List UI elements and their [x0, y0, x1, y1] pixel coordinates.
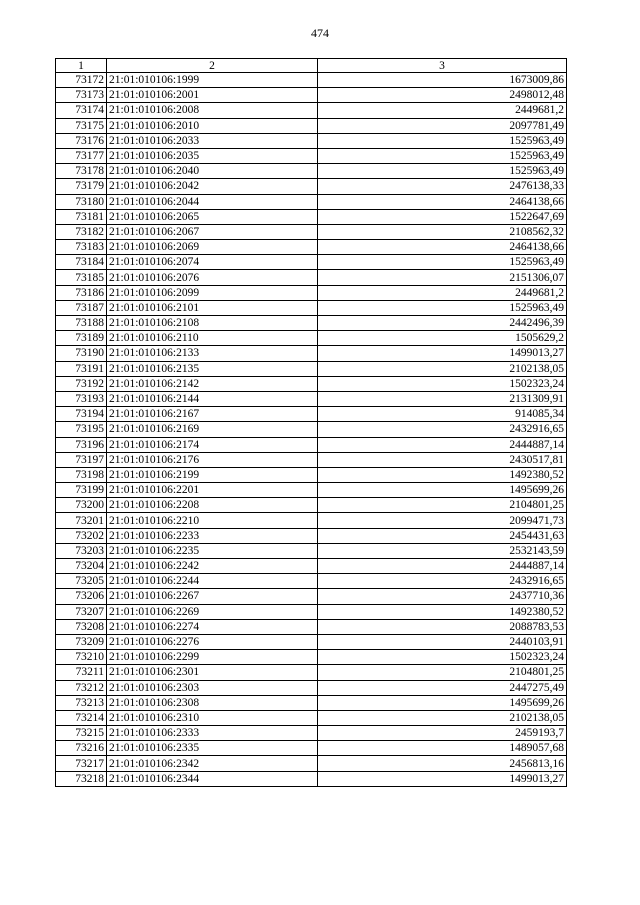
- row-number-cell: 73187: [56, 300, 107, 315]
- cadastral-number-cell: 21:01:010106:2042: [107, 179, 318, 194]
- page-number: 474: [311, 26, 329, 40]
- cadastral-value-cell: 2430517,81: [318, 452, 567, 467]
- cadastral-value-cell: 2444887,14: [318, 559, 567, 574]
- cadastral-value-cell: 2498012,48: [318, 88, 567, 103]
- cadastral-value-cell: 2447275,49: [318, 680, 567, 695]
- row-number-cell: 73193: [56, 391, 107, 406]
- table-row: [56, 650, 567, 665]
- row-number-cell: 73172: [56, 73, 107, 88]
- cadastral-value-cell: 2440103,91: [318, 634, 567, 649]
- cadastral-value-cell: 914085,34: [318, 407, 567, 422]
- table-row: [56, 376, 567, 391]
- cadastral-number-cell: 21:01:010106:2176: [107, 452, 318, 467]
- row-number-cell: 73213: [56, 695, 107, 710]
- row-number-cell: 73180: [56, 194, 107, 209]
- table-row: [56, 543, 567, 558]
- cadastral-number-cell: 21:01:010106:2242: [107, 559, 318, 574]
- row-number-cell: 73178: [56, 164, 107, 179]
- cadastral-value-cell: 1673009,86: [318, 73, 567, 88]
- table-row: [56, 209, 567, 224]
- cadastral-number-cell: 21:01:010106:2144: [107, 391, 318, 406]
- cadastral-value-cell: 1525963,49: [318, 300, 567, 315]
- row-number-cell: 73217: [56, 756, 107, 771]
- row-number-cell: 73194: [56, 407, 107, 422]
- cadastral-number-cell: 21:01:010106:2342: [107, 756, 318, 771]
- row-number-cell: 73209: [56, 634, 107, 649]
- table-row: [56, 589, 567, 604]
- cadastral-value-cell: 1489057,68: [318, 741, 567, 756]
- cadastral-number-cell: 21:01:010106:2233: [107, 528, 318, 543]
- table-row: [56, 771, 567, 786]
- cadastral-value-cell: 1525963,49: [318, 148, 567, 163]
- cadastral-value-cell: 2449681,2: [318, 103, 567, 118]
- cadastral-number-cell: 21:01:010106:2035: [107, 148, 318, 163]
- cadastral-value-cell: 2108562,32: [318, 224, 567, 239]
- table-row: [56, 88, 567, 103]
- cadastral-number-cell: 21:01:010106:2310: [107, 710, 318, 725]
- cadastral-number-cell: 21:01:010106:2101: [107, 300, 318, 315]
- row-number-cell: 73179: [56, 179, 107, 194]
- table-row: [56, 422, 567, 437]
- row-number-cell: 73175: [56, 118, 107, 133]
- cadastral-number-cell: 21:01:010106:2067: [107, 224, 318, 239]
- row-number-cell: 73174: [56, 103, 107, 118]
- cadastral-number-cell: 21:01:010106:2299: [107, 650, 318, 665]
- cadastral-value-cell: 2442496,39: [318, 316, 567, 331]
- cadastral-number-cell: 21:01:010106:2044: [107, 194, 318, 209]
- cadastral-value-cell: 2097781,49: [318, 118, 567, 133]
- cadastral-value-cell: 1505629,2: [318, 331, 567, 346]
- cadastral-value-cell: 2104801,25: [318, 665, 567, 680]
- row-number-cell: 73200: [56, 498, 107, 513]
- table-row: [56, 741, 567, 756]
- cadastral-number-cell: 21:01:010106:2074: [107, 255, 318, 270]
- cadastral-value-cell: 2104801,25: [318, 498, 567, 513]
- table-row: [56, 103, 567, 118]
- table-row: [56, 224, 567, 239]
- table-row: [56, 619, 567, 634]
- table-row: [56, 255, 567, 270]
- cadastral-value-cell: 1499013,27: [318, 771, 567, 786]
- table-row: [56, 726, 567, 741]
- table-row: [56, 559, 567, 574]
- table-row: [56, 467, 567, 482]
- cadastral-number-cell: 21:01:010106:2065: [107, 209, 318, 224]
- row-number-cell: 73186: [56, 285, 107, 300]
- table-row: [56, 710, 567, 725]
- row-number-cell: 73196: [56, 437, 107, 452]
- table-row: [56, 452, 567, 467]
- row-number-cell: 73202: [56, 528, 107, 543]
- cadastral-value-cell: 2454431,63: [318, 528, 567, 543]
- cadastral-number-cell: 21:01:010106:2235: [107, 543, 318, 558]
- row-number-cell: 73206: [56, 589, 107, 604]
- row-number-cell: 73181: [56, 209, 107, 224]
- row-number-cell: 73199: [56, 483, 107, 498]
- cadastral-value-cell: 2532143,59: [318, 543, 567, 558]
- column-header-2: 2: [107, 59, 318, 73]
- table-row: [56, 316, 567, 331]
- column-header-3: 3: [318, 59, 567, 73]
- cadastral-number-cell: 21:01:010106:2199: [107, 467, 318, 482]
- table-row: [56, 437, 567, 452]
- table-row: [56, 391, 567, 406]
- row-number-cell: 73201: [56, 513, 107, 528]
- table-row: [56, 73, 567, 88]
- table-row: [56, 361, 567, 376]
- row-number-cell: 73214: [56, 710, 107, 725]
- cadastral-number-cell: 21:01:010106:2069: [107, 240, 318, 255]
- cadastral-value-cell: 2464138,66: [318, 240, 567, 255]
- cadastral-value-cell: 1502323,24: [318, 376, 567, 391]
- cadastral-number-cell: 21:01:010106:2169: [107, 422, 318, 437]
- cadastral-number-cell: 21:01:010106:2208: [107, 498, 318, 513]
- row-number-cell: 73198: [56, 467, 107, 482]
- table-row: [56, 528, 567, 543]
- cadastral-number-cell: 21:01:010106:2244: [107, 574, 318, 589]
- table-row: [56, 194, 567, 209]
- row-number-cell: 73192: [56, 376, 107, 391]
- cadastral-value-cell: 1492380,52: [318, 604, 567, 619]
- cadastral-number-cell: 21:01:010106:2040: [107, 164, 318, 179]
- cadastral-value-cell: 2456813,16: [318, 756, 567, 771]
- cadastral-number-cell: 21:01:010106:2001: [107, 88, 318, 103]
- cadastral-number-cell: 21:01:010106:2033: [107, 133, 318, 148]
- cadastral-number-cell: 21:01:010106:2308: [107, 695, 318, 710]
- table-row: [56, 604, 567, 619]
- table-row: [56, 513, 567, 528]
- cadastral-number-cell: 21:01:010106:2333: [107, 726, 318, 741]
- row-number-cell: 73205: [56, 574, 107, 589]
- cadastral-value-cell: 2102138,05: [318, 361, 567, 376]
- cadastral-value-cell: 2151306,07: [318, 270, 567, 285]
- cadastral-value-cell: 2449681,2: [318, 285, 567, 300]
- cadastral-number-cell: 21:01:010106:2010: [107, 118, 318, 133]
- row-number-cell: 73191: [56, 361, 107, 376]
- row-number-cell: 73211: [56, 665, 107, 680]
- table-row: [56, 240, 567, 255]
- table-row: [56, 346, 567, 361]
- row-number-cell: 73215: [56, 726, 107, 741]
- cadastral-number-cell: 21:01:010106:2267: [107, 589, 318, 604]
- cadastral-value-cell: 1495699,26: [318, 695, 567, 710]
- cadastral-number-cell: 21:01:010106:2335: [107, 741, 318, 756]
- table-row: [56, 285, 567, 300]
- cadastral-value-cell: 2432916,65: [318, 422, 567, 437]
- table-row: [56, 148, 567, 163]
- row-number-cell: 73210: [56, 650, 107, 665]
- cadastral-number-cell: 21:01:010106:2135: [107, 361, 318, 376]
- row-number-cell: 73216: [56, 741, 107, 756]
- row-number-cell: 73183: [56, 240, 107, 255]
- table-row: [56, 574, 567, 589]
- cadastral-number-cell: 21:01:010106:2174: [107, 437, 318, 452]
- table-row: [56, 498, 567, 513]
- table-row: [56, 680, 567, 695]
- cadastral-number-cell: 21:01:010106:2276: [107, 634, 318, 649]
- cadastral-number-cell: 21:01:010106:2076: [107, 270, 318, 285]
- row-number-cell: 73188: [56, 316, 107, 331]
- table-row: [56, 756, 567, 771]
- cadastral-value-cell: 1502323,24: [318, 650, 567, 665]
- table-header: [56, 59, 567, 73]
- cadastral-number-cell: 21:01:010106:2099: [107, 285, 318, 300]
- row-number-cell: 73195: [56, 422, 107, 437]
- table-row: [56, 331, 567, 346]
- row-number-cell: 73176: [56, 133, 107, 148]
- cadastral-number-cell: 21:01:010106:1999: [107, 73, 318, 88]
- table-row: [56, 300, 567, 315]
- cadastral-number-cell: 21:01:010106:2110: [107, 331, 318, 346]
- row-number-cell: 73190: [56, 346, 107, 361]
- row-number-cell: 73182: [56, 224, 107, 239]
- row-number-cell: 73218: [56, 771, 107, 786]
- cadastral-number-cell: 21:01:010106:2269: [107, 604, 318, 619]
- cadastral-value-cell: 1522647,69: [318, 209, 567, 224]
- row-number-cell: 73204: [56, 559, 107, 574]
- row-number-cell: 73207: [56, 604, 107, 619]
- cadastral-number-cell: 21:01:010106:2303: [107, 680, 318, 695]
- table-row: [56, 179, 567, 194]
- table-body: [56, 73, 567, 787]
- cadastral-value-cell: 2102138,05: [318, 710, 567, 725]
- cadastral-value-cell: 2476138,33: [318, 179, 567, 194]
- table-row: [56, 407, 567, 422]
- table-row: [56, 634, 567, 649]
- cadastral-value-cell: 1492380,52: [318, 467, 567, 482]
- row-number-cell: 73203: [56, 543, 107, 558]
- row-number-cell: 73173: [56, 88, 107, 103]
- table-row: [56, 665, 567, 680]
- cadastral-value-cell: 2088783,53: [318, 619, 567, 634]
- cadastral-number-cell: 21:01:010106:2301: [107, 665, 318, 680]
- row-number-cell: 73212: [56, 680, 107, 695]
- cadastral-value-cell: 1525963,49: [318, 133, 567, 148]
- cadastral-number-cell: 21:01:010106:2142: [107, 376, 318, 391]
- row-number-cell: 73208: [56, 619, 107, 634]
- table-row: [56, 133, 567, 148]
- cadastral-number-cell: 21:01:010106:2201: [107, 483, 318, 498]
- cadastral-number-cell: 21:01:010106:2167: [107, 407, 318, 422]
- cadastral-number-cell: 21:01:010106:2210: [107, 513, 318, 528]
- cadastral-value-cell: 2437710,36: [318, 589, 567, 604]
- cadastral-number-cell: 21:01:010106:2344: [107, 771, 318, 786]
- cadastral-number-cell: 21:01:010106:2108: [107, 316, 318, 331]
- cadastral-number-cell: 21:01:010106:2008: [107, 103, 318, 118]
- cadastral-value-table: [55, 58, 567, 787]
- table-row: [56, 695, 567, 710]
- row-number-cell: 73177: [56, 148, 107, 163]
- row-number-cell: 73184: [56, 255, 107, 270]
- cadastral-value-cell: 1499013,27: [318, 346, 567, 361]
- cadastral-number-cell: 21:01:010106:2133: [107, 346, 318, 361]
- header-row: [56, 59, 567, 73]
- row-number-cell: 73197: [56, 452, 107, 467]
- cadastral-value-cell: 2464138,66: [318, 194, 567, 209]
- table-row: [56, 270, 567, 285]
- table-row: [56, 118, 567, 133]
- cadastral-value-cell: 2432916,65: [318, 574, 567, 589]
- column-header-1: 1: [56, 59, 107, 73]
- cadastral-value-cell: 2131309,91: [318, 391, 567, 406]
- table-row: [56, 483, 567, 498]
- cadastral-value-cell: 2444887,14: [318, 437, 567, 452]
- cadastral-value-cell: 1495699,26: [318, 483, 567, 498]
- cadastral-value-cell: 1525963,49: [318, 255, 567, 270]
- row-number-cell: 73185: [56, 270, 107, 285]
- cadastral-number-cell: 21:01:010106:2274: [107, 619, 318, 634]
- table-row: [56, 164, 567, 179]
- cadastral-value-cell: 2459193,7: [318, 726, 567, 741]
- cadastral-value-cell: 2099471,73: [318, 513, 567, 528]
- row-number-cell: 73189: [56, 331, 107, 346]
- cadastral-value-cell: 1525963,49: [318, 164, 567, 179]
